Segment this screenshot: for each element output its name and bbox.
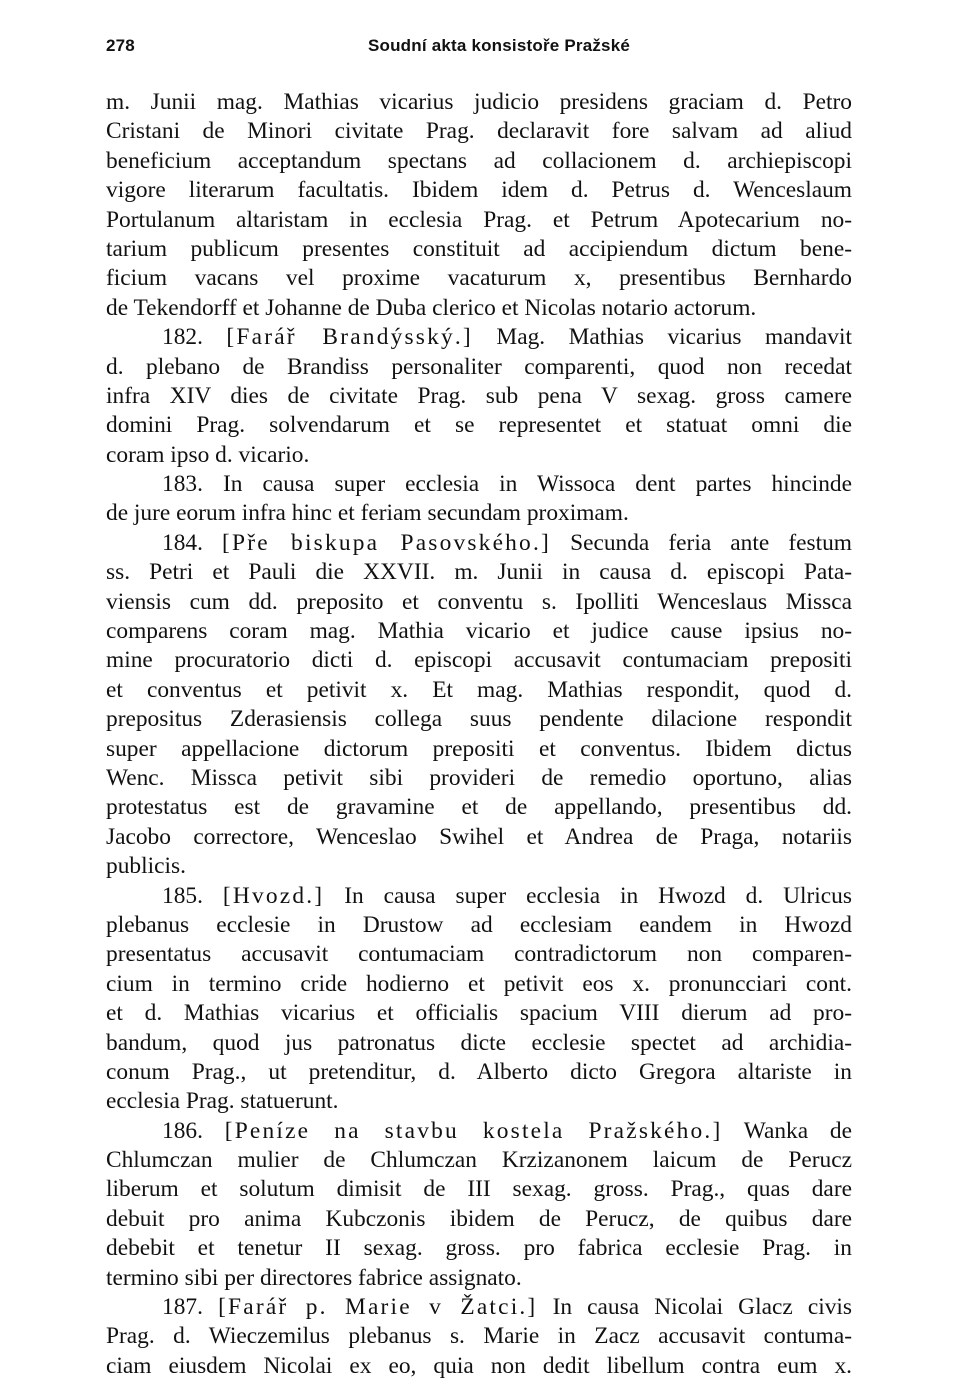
text-line — [106, 999, 852, 1028]
text-line — [106, 176, 852, 205]
line-text: Wanka de — [743, 1117, 852, 1144]
line-text: Cristani de Minori civitate Prag. declaravit fore salvam ad aliud — [106, 118, 852, 145]
line-text: et conventus et petivit x. Et mag. Mathias respondit, quod d. — [106, 676, 852, 703]
text-line — [106, 823, 852, 852]
line-text: debuit pro anima Kubczonis ibidem de Perucz, de quibus dare — [106, 1205, 852, 1232]
text-line — [106, 1293, 852, 1322]
running-title: Soudní akta konsistoře Pražské — [367, 36, 631, 55]
text-line — [106, 353, 852, 382]
entry-number: 185. — [162, 882, 203, 909]
text-line — [106, 1087, 852, 1116]
text-line — [106, 1205, 852, 1234]
text-line — [106, 1175, 852, 1204]
text-line — [106, 588, 852, 617]
text-line — [106, 441, 852, 470]
text-line — [106, 117, 852, 146]
line-text: domini Prag. solvendarum et se representet et statuat omni die — [106, 412, 852, 439]
text-line — [106, 206, 852, 235]
text-line — [106, 147, 852, 176]
line-text: publicis. — [106, 853, 186, 880]
entry-heading: [Pře biskupa Pasovského.] — [222, 529, 551, 556]
line-text: presentatus accusavit contumaciam contradictorum non comparen- — [106, 941, 852, 968]
line-text: Prag. d. Wieczemilus plebanus s. Marie in Zacz accusavit contuma- — [106, 1323, 852, 1350]
line-text: comparens coram mag. Mathia vicario et judice cause ipsius no- — [106, 618, 852, 645]
line-text: ecclesia Prag. statuerunt. — [106, 1088, 339, 1115]
text-line — [106, 882, 852, 911]
text-line — [106, 382, 852, 411]
text-line — [106, 558, 852, 587]
line-text: ss. Petri et Pauli die XXVII. m. Junii in causa d. episcopi Pata- — [106, 559, 852, 586]
line-text: In causa super ecclesia in Wissoca dent partes hincinde — [222, 471, 852, 498]
text-line — [106, 1058, 852, 1087]
text-line — [106, 705, 852, 734]
entry-184 — [106, 529, 852, 882]
line-text: Mag. Mathias vicarius mandavit — [496, 324, 852, 351]
text-line — [106, 852, 852, 881]
line-text: et d. Mathias vicarius et officialis spacium VIII dierum ad pro- — [106, 1000, 852, 1027]
text-line — [106, 764, 852, 793]
text-line — [106, 294, 852, 323]
entry-heading: [Peníze na stavbu kostela Pražského.] — [224, 1117, 723, 1144]
line-text: conum Prag., ut pretenditur, d. Alberto dicto Gregora altariste in — [106, 1058, 852, 1085]
text-line — [106, 88, 852, 117]
text-line — [106, 940, 852, 969]
entry-187 — [106, 1293, 852, 1381]
text-line — [106, 646, 852, 675]
line-text: beneficium acceptandum spectans ad collacionem d. archiepiscopi — [106, 147, 852, 174]
entry-186 — [106, 1117, 852, 1293]
entry-heading: [Farář p. Marie v Žatci.] — [218, 1294, 538, 1321]
line-text: debebit et tenetur II sexag. gross. pro fabrica ecclesie Prag. in — [106, 1235, 852, 1262]
entry-number: 186. — [162, 1117, 203, 1144]
text-line — [106, 323, 852, 352]
entry-185 — [106, 882, 852, 1117]
text-line — [106, 793, 852, 822]
page-header — [106, 36, 852, 66]
entry-heading: [Hvozd.] — [222, 882, 325, 909]
text-line — [106, 235, 852, 264]
line-text: Wenc. Missca petivit sibi provideri de remedio oportuno, alias — [106, 764, 852, 791]
line-text: Secunda feria ante festum — [570, 529, 852, 556]
entry-number: 182. — [162, 324, 203, 351]
text-line — [106, 676, 852, 705]
line-text: de Tekendorff et Johanne de Duba clerico et Nicolas notario actorum. — [106, 294, 757, 321]
text-line — [106, 1264, 852, 1293]
line-text: tarium publicum presentes constituit ad accipiendum dictum bene- — [106, 235, 852, 262]
text-line — [106, 529, 852, 558]
line-text: vigore literarum facultatis. Ibidem idem d. Petrus d. Wenceslaum — [106, 177, 852, 204]
text-line — [106, 970, 852, 999]
text-line — [106, 470, 852, 499]
line-text: liberum et solutum dimisit de III sexag. gross. Prag., quas dare — [106, 1176, 852, 1203]
line-text: bandum, quod jus patronatus dicte ecclesie spectet ad archidia- — [106, 1029, 852, 1056]
line-text: d. plebano de Brandiss personaliter comparenti, quod non recedat — [106, 353, 852, 380]
line-text: ficium vacans vel proxime vacaturum x, presentibus Bernhardo — [106, 265, 852, 292]
text-line — [106, 411, 852, 440]
body-text — [106, 88, 852, 1381]
text-line — [106, 735, 852, 764]
line-text: viensis cum dd. preposito et conventu s. Ipolliti Wenceslaus Missca — [106, 588, 852, 615]
paragraph-continuation — [106, 88, 852, 323]
line-text: In causa super ecclesia in Hwozd d. Ulricus — [344, 882, 852, 909]
line-text: ciam eiusdem Nicolai ex eo, quia non dedit libellum contra eum x. — [106, 1352, 852, 1379]
text-line — [106, 1117, 852, 1146]
line-text: super appellacione dictorum prepositi et conventus. Ibidem dictus — [106, 735, 852, 762]
entry-182 — [106, 323, 852, 470]
entry-heading: [Farář Brandýsský.] — [226, 324, 473, 351]
text-line — [106, 1322, 852, 1351]
line-text: m. Junii mag. Mathias vicarius judicio presidens graciam d. Petro — [106, 89, 852, 115]
line-text: In causa Nicolai Glacz civis — [552, 1294, 852, 1321]
entry-number: 184. — [162, 529, 203, 556]
line-text: protestatus est de gravamine et de appellando, presentibus dd. — [106, 794, 852, 821]
line-text: Jacobo correctore, Wenceslao Swihel et Andrea de Praga, notariis — [106, 823, 852, 850]
entry-number: 187. — [162, 1294, 203, 1321]
line-text: de jure eorum infra hinc et feriam secundam proximam. — [106, 500, 629, 527]
text-line — [106, 264, 852, 293]
entry-183 — [106, 470, 852, 529]
line-text: Chlumczan mulier de Chlumczan Krzizanonem laicum de Perucz — [106, 1147, 852, 1174]
text-line — [106, 1146, 852, 1175]
line-text: infra XIV dies de civitate Prag. sub pena V sexag. gross camere — [106, 382, 852, 409]
text-line — [106, 617, 852, 646]
line-text: cium in termino cride hodierno et petivit eos x. pronuncciari cont. — [106, 970, 852, 997]
text-line — [106, 1029, 852, 1058]
entry-number: 183. — [162, 471, 203, 498]
line-text: coram ipso d. vicario. — [106, 441, 310, 468]
text-line — [106, 499, 852, 528]
line-text: prepositus Zderasiensis collega suus pendente dilacione respondit — [106, 706, 852, 733]
text-line — [106, 911, 852, 940]
line-text: termino sibi per directores fabrice assignato. — [106, 1264, 522, 1291]
line-text: Portulanum altaristam in ecclesia Prag. et Petrum Apotecarium no- — [106, 206, 852, 233]
line-text: plebanus ecclesie in Drustow ad ecclesiam eandem in Hwozd — [106, 911, 852, 938]
line-text: mine procuratorio dicti d. episcopi accusavit contumaciam prepositi — [106, 647, 852, 674]
page-number: 278 — [106, 36, 135, 55]
text-line — [106, 1352, 852, 1381]
text-line — [106, 1234, 852, 1263]
